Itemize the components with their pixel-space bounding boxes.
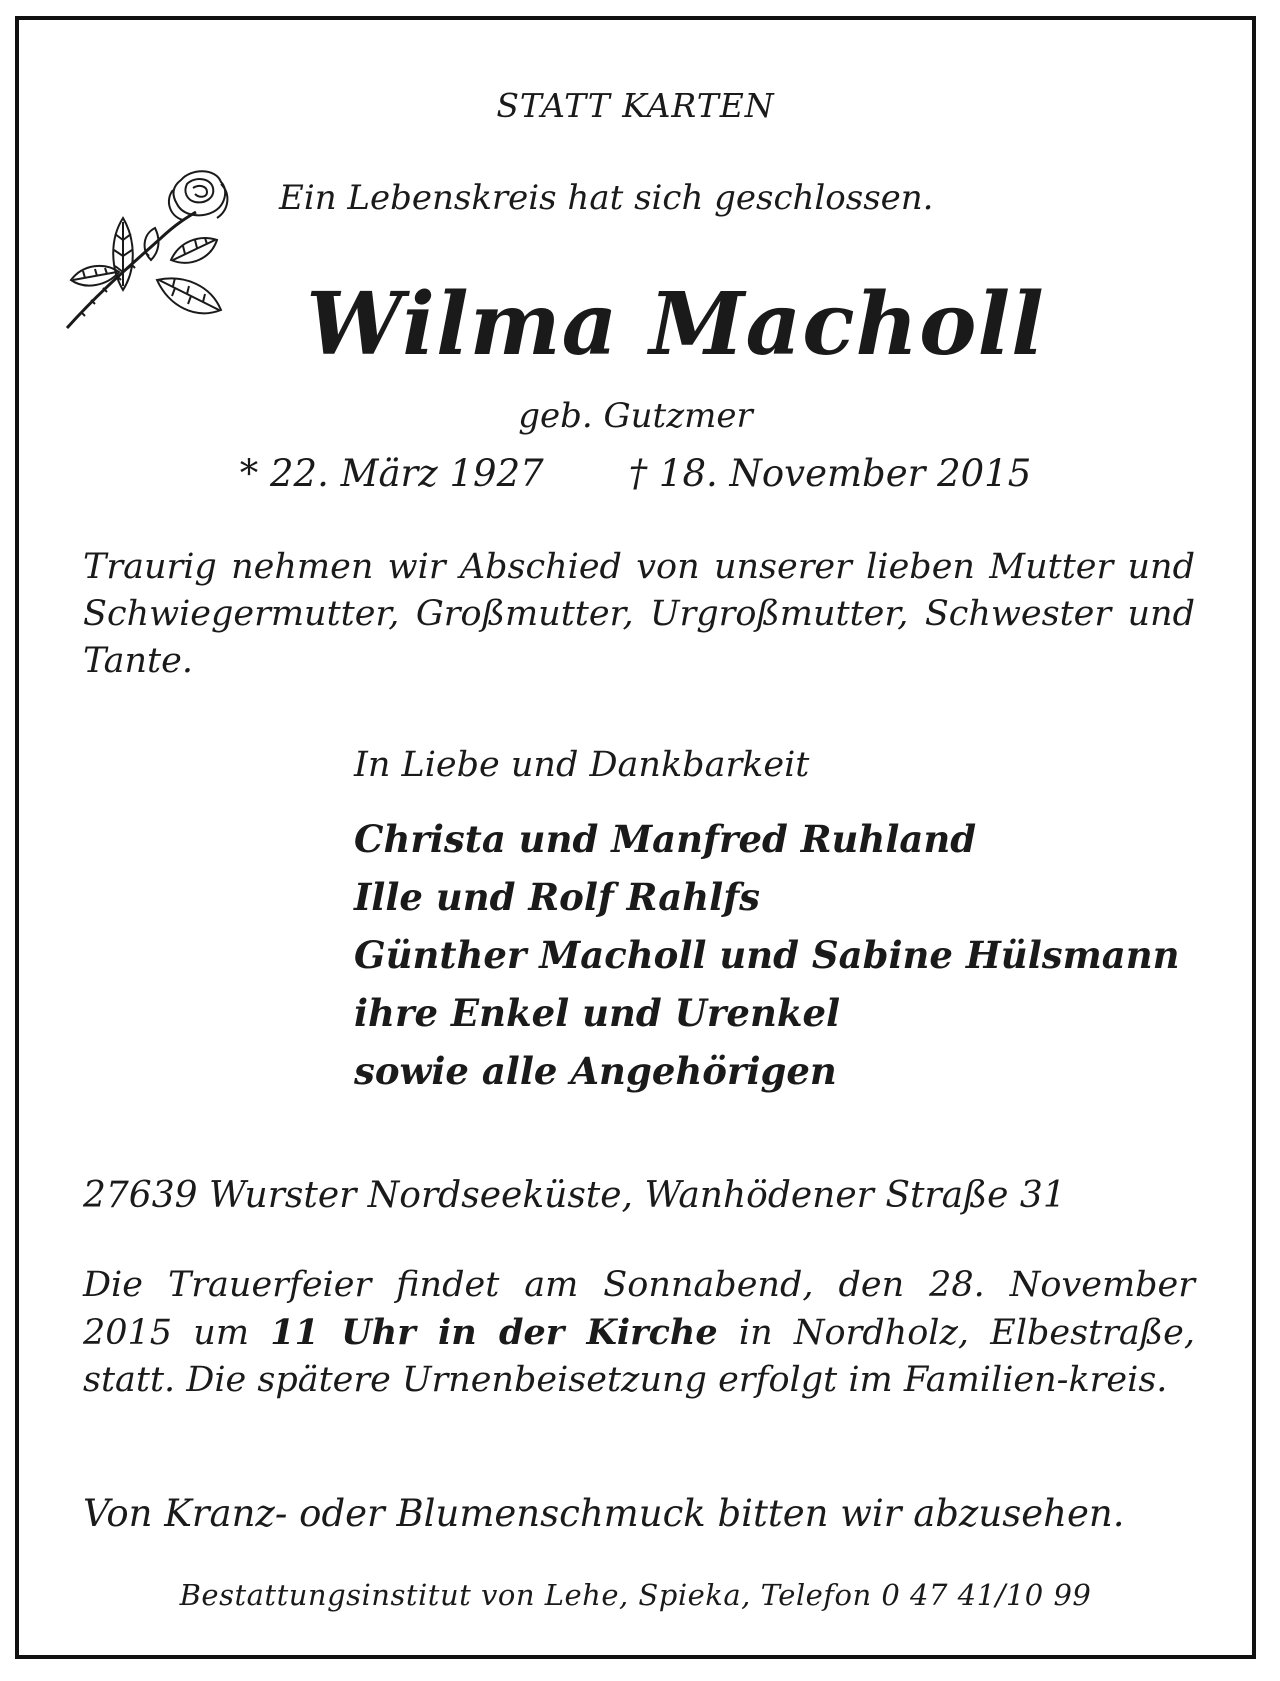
intro-line: Ein Lebenskreis hat sich geschlossen.: [279, 178, 934, 218]
service-text-start: Die Trauerfeier findet am Sonnabend, den 28. November 2015 um: [83, 1265, 1195, 1353]
life-dates: [19, 452, 1252, 495]
mourner-name: Günther Macholl und Sabine Hülsmann: [354, 933, 1180, 977]
address: 27639 Wurster Nordseeküste, Wanhödener Straße 31: [83, 1175, 1066, 1216]
service-details: [83, 1262, 1195, 1404]
mourners-list: [354, 810, 1180, 1100]
mourner-name: sowie alle Angehörigen: [354, 1049, 837, 1093]
service-text-end: in Nordholz, Elbestraße, statt. Die spätere Urnenbeisetzung erfolgt im Familien-kreis.: [83, 1313, 1195, 1400]
flowers-note: Von Kranz- oder Blumenschmuck bitten wir abzusehen.: [83, 1492, 1125, 1535]
mourners-intro: In Liebe und Dankbarkeit: [354, 745, 810, 785]
death-date: † 18. November 2015: [628, 452, 1032, 495]
maiden-name: geb. Gutzmer: [518, 396, 753, 436]
mourner-name: ihre Enkel und Urenkel: [354, 991, 841, 1035]
funeral-home: Bestattungsinstitut von Lehe, Spieka, Telefon 0 47 41/10 99: [179, 1578, 1092, 1612]
service-time-place: 11 Uhr in der Kirche: [270, 1312, 718, 1353]
mourner-name: Ille und Rolf Rahlfs: [354, 875, 760, 919]
birth-date: * 22. März 1927: [239, 452, 544, 495]
mourner-name: Christa und Manfred Ruhland: [354, 817, 977, 861]
statt-karten-heading: STATT KARTEN: [496, 86, 775, 125]
deceased-name: Wilma Macholl: [306, 274, 1045, 375]
obituary-notice: [15, 16, 1256, 1659]
farewell-text: Traurig nehmen wir Abschied von unserer lieben Mutter und Schwiegermutter, Großmutter, Urgroßmutter, Schwester und Tante.: [83, 547, 1195, 681]
